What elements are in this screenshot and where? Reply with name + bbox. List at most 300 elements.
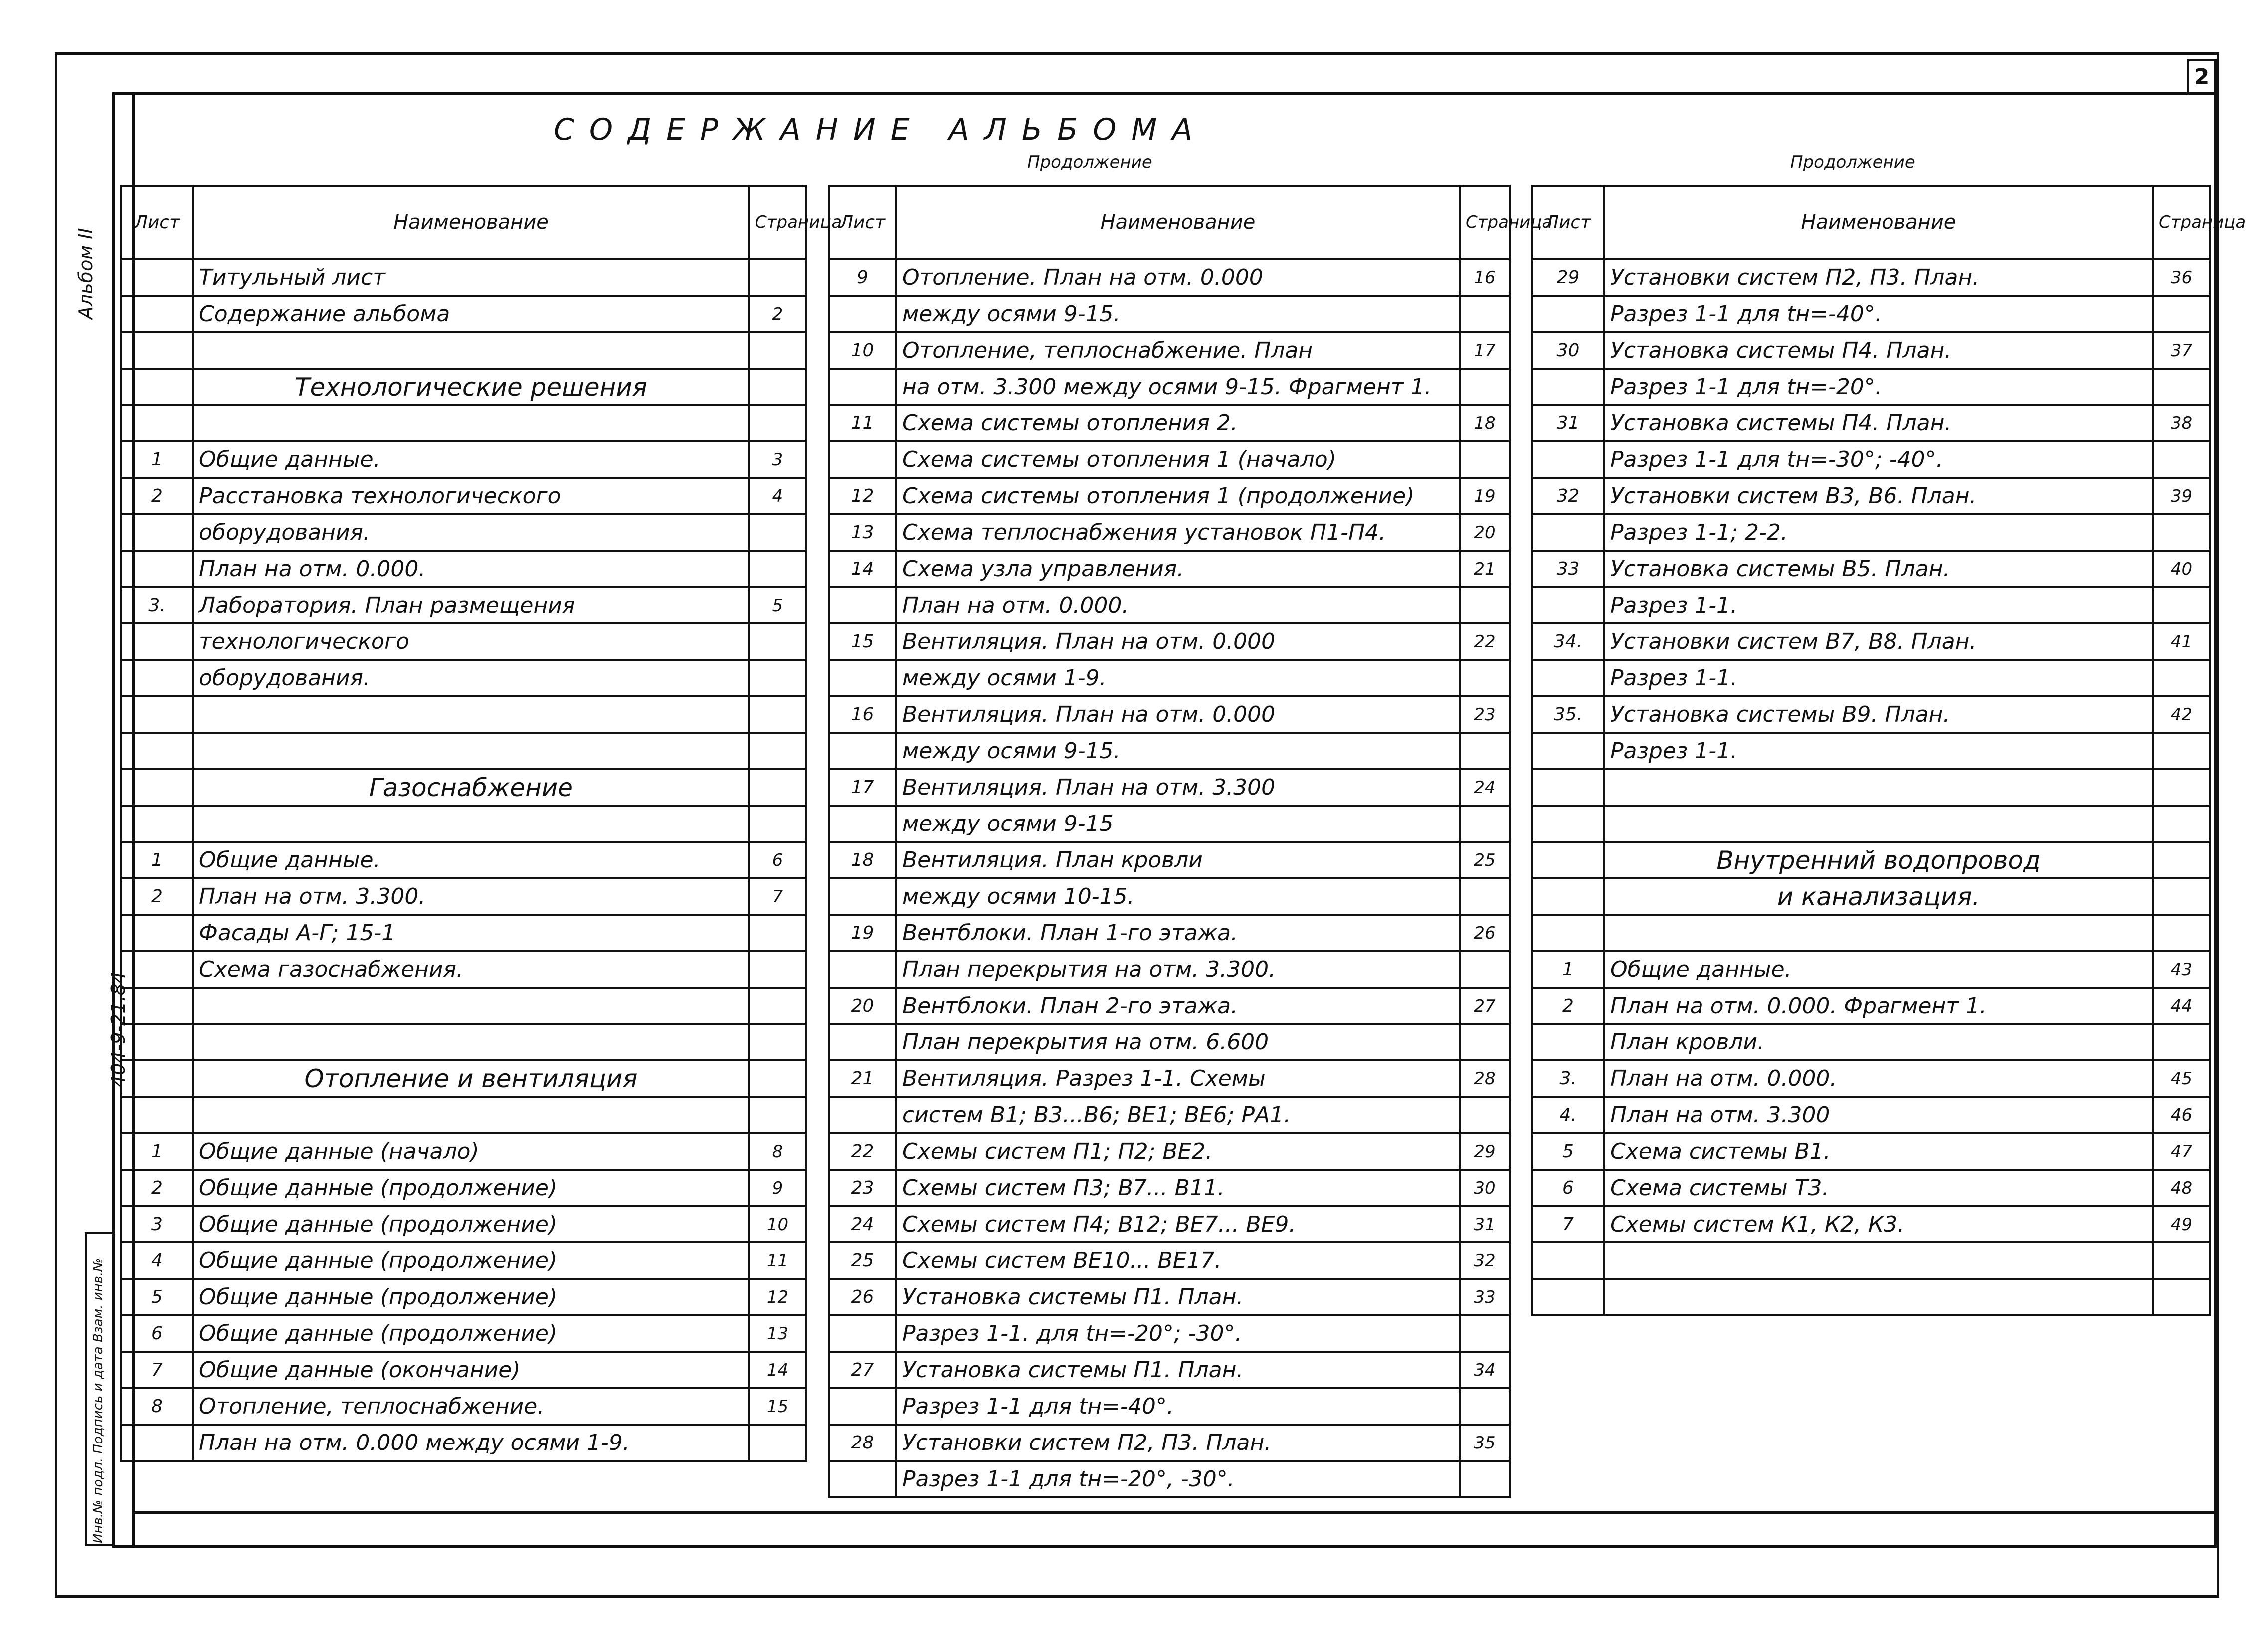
section-heading: Газоснабжение [193,769,749,806]
page-number-cell [1460,369,1510,405]
item-name: между осями 9-15. [896,296,1460,332]
page-number-cell: 18 [1460,405,1510,441]
page-number-cell: 36 [2153,259,2210,296]
toc-row [121,405,806,441]
item-name: Установки систем В3, В6. План. [1604,478,2153,514]
sheet-number-cell: 17 [829,769,896,806]
item-name [193,332,749,369]
page-number-cell: 44 [2153,988,2210,1024]
item-name: на отм. 3.300 между осями 9-15. Фрагмент 1. [896,369,1460,405]
sheet-number-cell [121,369,193,405]
page-number-cell [1460,878,1510,915]
page-number-cell [749,551,806,587]
page-number-cell: 47 [2153,1133,2210,1170]
item-name: План кровли. [1604,1024,2153,1060]
item-name: Содержание альбома [193,296,749,332]
item-name: План на отм. 0.000 между осями 1-9. [193,1425,749,1461]
header-name: Наименование [193,186,749,259]
toc-row [1532,915,2210,951]
item-name: Разрез 1-1 для tн=-40°. [1604,296,2153,332]
item-name: План перекрытия на отм. 3.300. [896,951,1460,988]
page-number-cell: 6 [749,842,806,878]
sheet-number-cell [121,332,193,369]
toc-row [121,1097,806,1133]
item-name [193,405,749,441]
page-number-cell [749,696,806,733]
sheet-number-cell: 7 [1532,1206,1604,1242]
page-number-cell: 17 [1460,332,1510,369]
item-name: систем В1; В3...В6; ВЕ1; ВЕ6; РА1. [896,1097,1460,1133]
toc-row [1532,514,2210,551]
item-name: Разрез 1-1 для tн=-40°. [896,1388,1460,1425]
item-name: Установка системы П1. План. [896,1279,1460,1315]
item-name: Схемы систем ВЕ10... ВЕ17. [896,1242,1460,1279]
page-number-cell [2153,369,2210,405]
item-name: План перекрытия на отм. 6.600 [896,1024,1460,1060]
toc-row [121,332,806,369]
item-name: План на отм. 0.000. [193,551,749,587]
sheet-number: 2 [2187,59,2217,95]
page-number-cell [1460,951,1510,988]
page-number-cell: 49 [2153,1206,2210,1242]
toc-row [829,806,1510,842]
approval-stamp [85,1232,115,1546]
toc-row [121,1352,806,1388]
item-name: Разрез 1-1; 2-2. [1604,514,2153,551]
header-sheet: Лист [121,186,193,259]
toc-row [829,769,1510,806]
page-number-cell: 25 [1460,842,1510,878]
page-number-cell: 33 [1460,1279,1510,1315]
item-name: Установка системы В9. План. [1604,696,2153,733]
project-code: 404-9-21.84 [107,971,129,1087]
item-name: Вентиляция. План на отм. 0.000 [896,623,1460,660]
toc-table-2 [828,185,1553,1498]
toc-row [121,1206,806,1242]
toc-row [121,769,806,806]
sheet-number-cell [1532,514,1604,551]
item-name [193,988,749,1024]
sheet-number-cell: 12 [829,478,896,514]
toc-row [1532,369,2210,405]
item-name: Лаборатория. План размещения [193,587,749,623]
page-number-cell: 39 [2153,478,2210,514]
item-name: Разрез 1-1. [1604,733,2153,769]
page-number-cell [1460,441,1510,478]
toc-row [121,369,806,405]
toc-row [829,514,1510,551]
sheet-number-cell [121,951,193,988]
page-number-cell [749,369,806,405]
item-name: Схема узла управления. [896,551,1460,587]
toc-row [829,733,1510,769]
sheet-number-cell [121,733,193,769]
toc-row [1532,1060,2210,1097]
album-label: Альбом II [75,228,97,319]
toc-row [121,1242,806,1279]
sheet-number-cell [121,1097,193,1133]
item-name: Разрез 1-1 для tн=-20°, -30°. [896,1461,1460,1497]
sheet-number-cell [829,296,896,332]
sheet-number-cell [829,1097,896,1133]
toc-row [829,878,1510,915]
sheet-number-cell: 11 [829,405,896,441]
item-name: Разрез 1-1. [1604,660,2153,696]
sheet-number-cell [121,405,193,441]
sheet-number-cell: 22 [829,1133,896,1170]
sheet-number-cell: 1 [121,441,193,478]
page-number-cell: 3 [749,441,806,478]
item-name: Установки систем П2, П3. План. [896,1425,1460,1461]
page-number-cell [2153,441,2210,478]
page-number-cell [2153,514,2210,551]
toc-row [829,988,1510,1024]
sheet-number-cell: 28 [829,1425,896,1461]
toc-row [1532,769,2210,806]
sheet-number-cell: 33 [1532,551,1604,587]
sheet-number-cell [829,806,896,842]
page-number-cell: 43 [2153,951,2210,988]
toc-row [1532,951,2210,988]
page-number-cell [749,623,806,660]
item-name: План на отм. 0.000. [896,587,1460,623]
sheet-number-cell: 1 [1532,951,1604,988]
toc-row [121,842,806,878]
toc-row [829,915,1510,951]
sheet-number-cell: 13 [829,514,896,551]
item-name: Отопление. План на отм. 0.000 [896,259,1460,296]
page-number-cell: 27 [1460,988,1510,1024]
sheet-number-cell [121,806,193,842]
sheet-number-cell: 1 [121,1133,193,1170]
item-name: оборудования. [193,514,749,551]
item-name [193,806,749,842]
toc-row [1532,332,2210,369]
page-number-cell [749,1425,806,1461]
sheet-number-cell [121,1425,193,1461]
item-name: Схемы систем П1; П2; ВЕ2. [896,1133,1460,1170]
sheet-number-cell [121,551,193,587]
sheet-number-cell: 5 [121,1279,193,1315]
item-name: Вентиляция. План на отм. 3.300 [896,769,1460,806]
item-name: Схемы систем П4; В12; ВЕ7... ВЕ9. [896,1206,1460,1242]
item-name: Установка системы П1. План. [896,1352,1460,1388]
toc-row [1532,1170,2210,1206]
sheet-number-cell [829,733,896,769]
sheet-number-cell [121,660,193,696]
page-number-cell [749,806,806,842]
sheet-number-cell [1532,441,1604,478]
item-name: технологического [193,623,749,660]
page-number-cell: 4 [749,478,806,514]
page-number-cell: 42 [2153,696,2210,733]
item-name [193,696,749,733]
toc-row [829,1097,1510,1133]
page-number-cell [2153,587,2210,623]
toc-row [121,1388,806,1425]
toc-row [1532,405,2210,441]
item-name: Общие данные (продолжение) [193,1315,749,1352]
page-number-cell [2153,842,2210,878]
sheet-number-cell [121,296,193,332]
sheet-number-cell: 6 [121,1315,193,1352]
toc-row [121,1425,806,1461]
toc-row [1532,259,2210,296]
sheet-number-cell: 3. [1532,1060,1604,1097]
item-name: между осями 9-15. [896,733,1460,769]
page-number-cell [749,951,806,988]
section-heading: Технологические решения [193,369,749,405]
item-name: Вентиляция. План кровли [896,842,1460,878]
sheet-number-cell [1532,1242,1604,1279]
sheet-number-cell [1532,296,1604,332]
page-number-cell: 31 [1460,1206,1510,1242]
stamp-text: Инв.№ подл. Подпись и дата Взам. инв.№ [91,1258,106,1543]
sheet-number-cell [1532,806,1604,842]
page-number-cell [1460,660,1510,696]
bottom-line [132,1511,2217,1514]
item-name: Схема системы Т3. [1604,1170,2153,1206]
page-number-cell [2153,296,2210,332]
sheet-number-cell: 32 [1532,478,1604,514]
toc-row [829,369,1510,405]
page-number-cell: 45 [2153,1060,2210,1097]
item-name: Общие данные (продолжение) [193,1279,749,1315]
sheet-number-cell: 35. [1532,696,1604,733]
sheet-number-cell: 2 [121,878,193,915]
page-number-cell [2153,769,2210,806]
page-number-cell: 16 [1460,259,1510,296]
page-number-cell: 21 [1460,551,1510,587]
sheet-number-cell [121,1024,193,1060]
item-name: Общие данные. [193,842,749,878]
toc-row [1532,1279,2210,1315]
toc-row [1532,696,2210,733]
page-number-cell [749,769,806,806]
item-name [1604,1242,2153,1279]
page-number-cell: 46 [2153,1097,2210,1133]
sheet-number-cell: 3. [121,587,193,623]
toc-row [121,1060,806,1097]
sheet-number-cell [829,1315,896,1352]
toc-row [1532,478,2210,514]
page-number-cell: 2 [749,296,806,332]
sheet-number-cell: 2 [121,1170,193,1206]
sheet-number-cell: 1 [121,842,193,878]
item-name: Вентиляция. План на отм. 0.000 [896,696,1460,733]
continuation-label-1: Продолжение [1027,152,1152,172]
item-name: Установки систем П2, П3. План. [1604,259,2153,296]
page-number-cell [1460,1388,1510,1425]
item-name: Установка системы В5. План. [1604,551,2153,587]
sheet-number-cell: 27 [829,1352,896,1388]
page-number-cell: 7 [749,878,806,915]
sheet-number-cell [121,623,193,660]
page-number-cell [2153,878,2210,915]
section-heading: и канализация. [1604,878,2153,915]
item-name: Отопление, теплоснабжение. [193,1388,749,1425]
toc-row [829,660,1510,696]
sheet-number-cell: 18 [829,842,896,878]
page-number-cell: 32 [1460,1242,1510,1279]
sheet-number-cell [1532,587,1604,623]
section-heading: Внутренний водопровод [1604,842,2153,878]
page-number-cell [1460,1315,1510,1352]
sheet-number-cell [1532,878,1604,915]
toc-row [121,259,806,296]
page-number-cell [749,1097,806,1133]
toc-row [829,441,1510,478]
sheet-number-cell [829,1388,896,1425]
toc-row [121,478,806,514]
item-name: Вентблоки. План 2-го этажа. [896,988,1460,1024]
sheet-number-cell [829,660,896,696]
page-number-cell: 8 [749,1133,806,1170]
toc-row [829,296,1510,332]
toc-row [829,1206,1510,1242]
sheet-number-cell: 9 [829,259,896,296]
item-name [1604,769,2153,806]
sheet-number-cell: 4 [121,1242,193,1279]
sheet-number-cell [121,988,193,1024]
item-name: Схема системы отопления 1 (продолжение) [896,478,1460,514]
header-name: Наименование [1604,186,2153,259]
toc-row [829,951,1510,988]
item-name [193,1024,749,1060]
sheet-number-cell: 31 [1532,405,1604,441]
page-number-cell: 22 [1460,623,1510,660]
sheet-number-cell [829,1461,896,1497]
item-name: Разрез 1-1. [1604,587,2153,623]
page-number-cell: 40 [2153,551,2210,587]
sheet-number-cell: 30 [1532,332,1604,369]
item-name: Фасады А-Г; 15-1 [193,915,749,951]
sheet-number-cell [1532,1024,1604,1060]
toc-row [829,587,1510,623]
toc-row [121,1315,806,1352]
page-number-cell [749,259,806,296]
item-name [1604,915,2153,951]
page-number-cell [749,332,806,369]
toc-row [829,332,1510,369]
page-number-cell [1460,733,1510,769]
toc-row [1532,296,2210,332]
toc-row [121,878,806,915]
sheet-number-cell: 5 [1532,1133,1604,1170]
toc-row [1532,441,2210,478]
toc-row [121,1170,806,1206]
header-sheet: Лист [829,186,896,259]
header-page: Страница [2153,186,2210,259]
toc-row [121,514,806,551]
page-number-cell: 41 [2153,623,2210,660]
item-name: Общие данные (продолжение) [193,1206,749,1242]
toc-row [121,915,806,951]
item-name: Разрез 1-1 для tн=-20°. [1604,369,2153,405]
toc-row [829,1060,1510,1097]
item-name [193,1097,749,1133]
toc-row [1532,733,2210,769]
sheet-number-cell: 6 [1532,1170,1604,1206]
page-number-cell [1460,296,1510,332]
toc-row [121,441,806,478]
page-number-cell: 15 [749,1388,806,1425]
page-number-cell: 28 [1460,1060,1510,1097]
page-number-cell: 9 [749,1170,806,1206]
toc-row [121,951,806,988]
item-name: оборудования. [193,660,749,696]
toc-row [1532,1242,2210,1279]
page-number-cell: 26 [1460,915,1510,951]
sheet-number-cell [1532,369,1604,405]
page-number-cell [1460,587,1510,623]
sheet-number-cell [121,696,193,733]
page-number-cell [749,733,806,769]
sheet-number-cell [829,1024,896,1060]
item-name: Вентблоки. План 1-го этажа. [896,915,1460,951]
toc-table-3 [1531,185,2246,1316]
sheet-number-cell [1532,915,1604,951]
toc-row [829,1024,1510,1060]
toc-row [121,1133,806,1170]
toc-row [121,1279,806,1315]
page-number-cell: 48 [2153,1170,2210,1206]
item-name: Отопление, теплоснабжение. План [896,332,1460,369]
sheet-number-cell [121,1060,193,1097]
item-name: Схема системы отопления 2. [896,405,1460,441]
page-number-cell: 13 [749,1315,806,1352]
sheet-number-cell [829,369,896,405]
page-number-cell: 37 [2153,332,2210,369]
toc-row [829,1388,1510,1425]
toc-row [1532,623,2210,660]
item-name: Установка системы П4. План. [1604,332,2153,369]
page-number-cell: 5 [749,587,806,623]
page-number-cell [749,660,806,696]
item-name: между осями 9-15 [896,806,1460,842]
sheet-number-cell: 2 [1532,988,1604,1024]
sheet-number-cell [121,514,193,551]
item-name: План на отм. 3.300. [193,878,749,915]
toc-row [829,1352,1510,1388]
page-number-cell [749,1060,806,1097]
toc-row [829,842,1510,878]
toc-row [1532,878,2210,915]
toc-row [121,551,806,587]
page-number-cell [749,988,806,1024]
item-name: Общие данные. [193,441,749,478]
page-number-cell: 10 [749,1206,806,1242]
toc-row [1532,842,2210,878]
item-name: Схема системы отопления 1 (начало) [896,441,1460,478]
toc-row [829,1279,1510,1315]
item-name [1604,1279,2153,1315]
sheet-number-cell [829,951,896,988]
sheet-number-cell [121,259,193,296]
sheet-number-cell: 15 [829,623,896,660]
page-number-cell [2153,733,2210,769]
toc-row [1532,660,2210,696]
page-number-cell [2153,1024,2210,1060]
toc-row [1532,551,2210,587]
sheet-number-cell: 20 [829,988,896,1024]
item-name: Разрез 1-1. для tн=-20°; -30°. [896,1315,1460,1352]
continuation-label-2: Продолжение [1790,152,1915,172]
sheet-number-cell [121,769,193,806]
toc-row [1532,1133,2210,1170]
toc-row [829,405,1510,441]
item-name: между осями 10-15. [896,878,1460,915]
